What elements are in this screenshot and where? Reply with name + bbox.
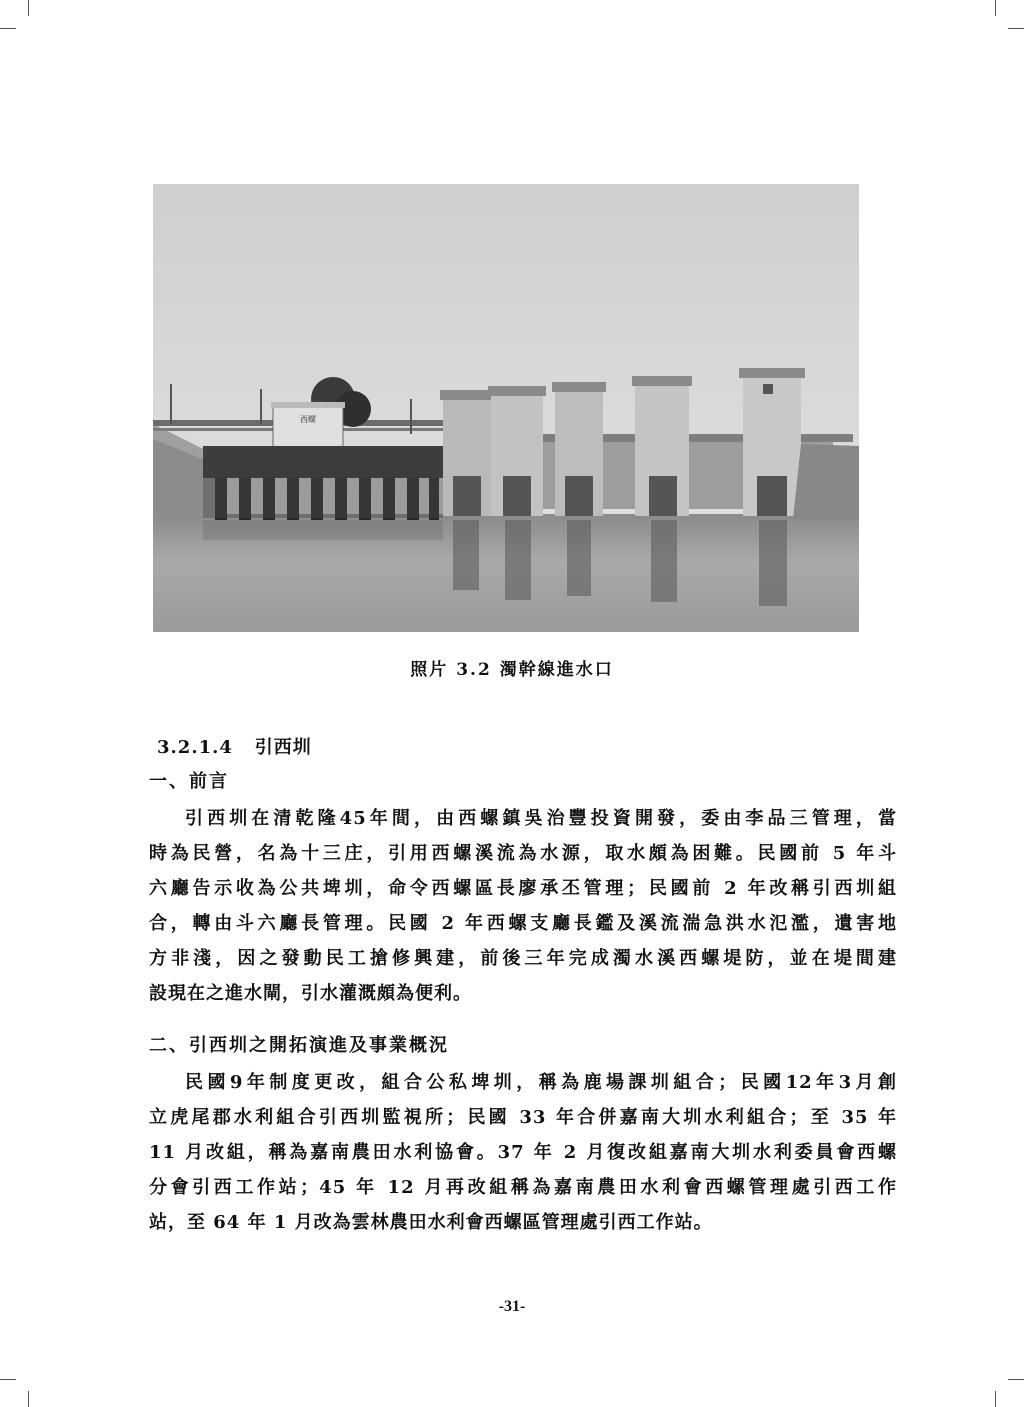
crop-mark-bottom-left-horizontal [0,1379,16,1380]
page-number: -31- [498,1298,526,1315]
paragraph-line: 立虎尾郡水利組合引西圳監視所；民國 33 年合併嘉南大圳水利組合；至 35 年 [149,1107,897,1128]
crop-mark-top-left-horizontal [0,28,16,29]
house-sign: 西螺 [300,415,316,424]
paragraph-line: 引西圳在清乾隆45年間，由西螺鎮吳治豐投資開發，委由李品三管理，當 [185,808,897,829]
crop-mark-top-right-vertical [995,0,996,16]
crop-mark-top-right-horizontal [1008,28,1024,29]
figure-caption: 照片 3.2 濁幹線進水口 [410,660,614,680]
crop-mark-bottom-right-vertical [995,1391,996,1407]
paragraph-line: 時為民營，名為十三庄，引用西螺溪流為水源，取水頗為困難。民國前 5 年斗 [149,843,897,864]
paragraph-line: 站，至 64 年 1 月改為雲林農田水利會西螺區管理處引西工作站。 [149,1212,713,1233]
intake-gate-photo [153,184,859,632]
paragraph-development [149,1065,897,1240]
subsection-heading-development: 二、引西圳之開拓演進及事業概況 [149,1035,449,1056]
paragraph-line: 設現在之進水閘，引水灌溉頗為便利。 [149,983,472,1004]
section-heading: 3.2.1.4 引西圳 [157,737,312,758]
crop-mark-bottom-left-vertical [28,1391,29,1407]
paragraph-line: 合，轉由斗六廳長管理。民國 2 年西螺支廳長鑑及溪流湍急洪水氾濫，遺害地 [149,913,897,934]
paragraph-line: 方非淺，因之發動民工搶修興建，前後三年完成濁水溪西螺堤防，並在堤間建 [149,948,897,969]
subsection-heading-introduction: 一、前言 [149,771,229,792]
paragraph-line: 六廳告示收為公共埤圳，命令西螺區長廖承丕管理；民國前 2 年改稱引西圳組 [149,878,897,899]
paragraph-line: 分會引西工作站；45 年 12 月再改組稱為嘉南農田水利會西螺管理處引西工作 [149,1177,897,1198]
crop-mark-bottom-right-horizontal [1008,1379,1024,1380]
paragraph-line: 11 月改組，稱為嘉南農田水利協會。37 年 2 月復改組嘉南大圳水利委員會西螺 [149,1142,897,1163]
paragraph-introduction [149,801,897,1011]
intake-gate-illustration [153,184,859,632]
crop-mark-top-left-vertical [28,0,29,16]
paragraph-line: 民國9年制度更改，組合公私埤圳，稱為鹿場課圳組合；民國12年3月創 [185,1072,897,1093]
